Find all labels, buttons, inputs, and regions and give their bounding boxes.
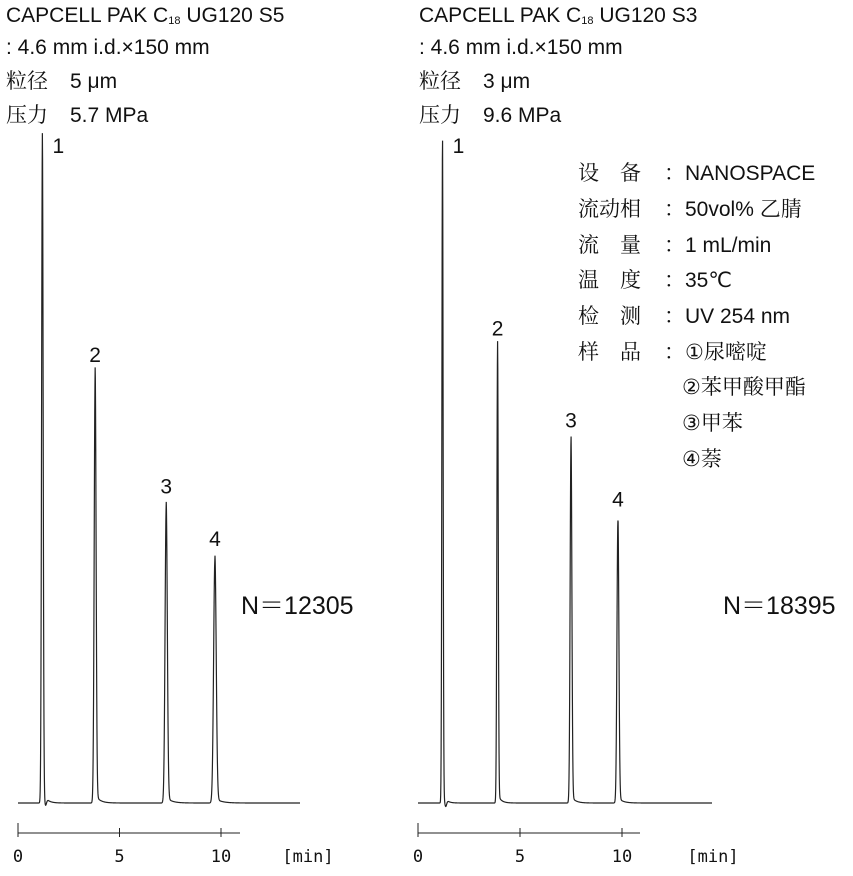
peak-label: 1 [52, 135, 65, 158]
condition-label: 温 度 [578, 269, 641, 292]
left-particle-value: 5 μm [70, 70, 118, 93]
right-title-main: CAPCELL PAK C [419, 4, 582, 27]
left-particle-label: 粒径 [6, 70, 48, 93]
right-title-model: UG120 S3 [593, 4, 698, 27]
peak-label: 2 [491, 317, 504, 341]
x-tick-label: 5 [114, 847, 125, 867]
x-axis-unit-label: [min] [282, 847, 334, 867]
condition-value: ：50vol% 乙腈 [664, 198, 802, 221]
x-axis-unit-label: [min] [687, 847, 739, 867]
peak-label: 1 [452, 135, 465, 158]
right-pressure-label: 压力 [419, 104, 461, 127]
condition-label: 样 品 [578, 341, 641, 364]
condition-value: ：①尿嘧啶 [664, 341, 767, 364]
peak-label: 4 [209, 527, 221, 551]
peak-label: 2 [89, 343, 101, 367]
left-pressure-value: 5.7 MPa [70, 104, 149, 127]
right-column-dims: : 4.6 mm i.d.×150 mm [419, 36, 623, 59]
condition-value: ：UV 254 nm [664, 305, 791, 328]
sample-item: ②苯甲酸甲酯 [682, 376, 806, 399]
left-title-model: UG120 S5 [180, 4, 285, 27]
left-title-main: CAPCELL PAK C [6, 4, 169, 27]
right-pressure-value: 9.6 MPa [483, 104, 562, 127]
peak-label: 3 [565, 409, 577, 433]
chromatogram-trace [418, 141, 712, 807]
left-title-sub: 18 [168, 15, 181, 27]
right-title-sub: 18 [581, 15, 594, 27]
peak-label: 4 [612, 488, 624, 512]
chromatogram-trace [18, 133, 300, 805]
condition-value: ：NANOSPACE [664, 162, 816, 185]
x-tick-label: 5 [514, 847, 526, 867]
condition-label: 流动相 [578, 198, 641, 221]
right-plate-number: N＝18395 [723, 592, 836, 620]
condition-label: 检 测 [578, 305, 641, 328]
sample-item: ④萘 [682, 448, 722, 471]
right-particle-value: 3 μm [483, 70, 531, 93]
x-tick-label: 0 [12, 847, 24, 867]
left-pressure-label: 压力 [6, 104, 48, 127]
x-tick-label: 10 [210, 847, 232, 867]
condition-value: ：35℃ [664, 269, 732, 292]
sample-item: ③甲苯 [682, 412, 743, 435]
left-column-dims: : 4.6 mm i.d.×150 mm [6, 36, 210, 59]
condition-value: ：1 mL/min [664, 234, 772, 257]
left-plate-number: N＝12305 [241, 592, 354, 620]
right-particle-label: 粒径 [419, 70, 461, 93]
x-tick-label: 0 [412, 847, 424, 867]
peak-label: 3 [160, 475, 173, 499]
x-tick-label: 10 [611, 847, 633, 867]
condition-label: 设 备 [578, 162, 641, 185]
condition-label: 流 量 [578, 234, 641, 257]
